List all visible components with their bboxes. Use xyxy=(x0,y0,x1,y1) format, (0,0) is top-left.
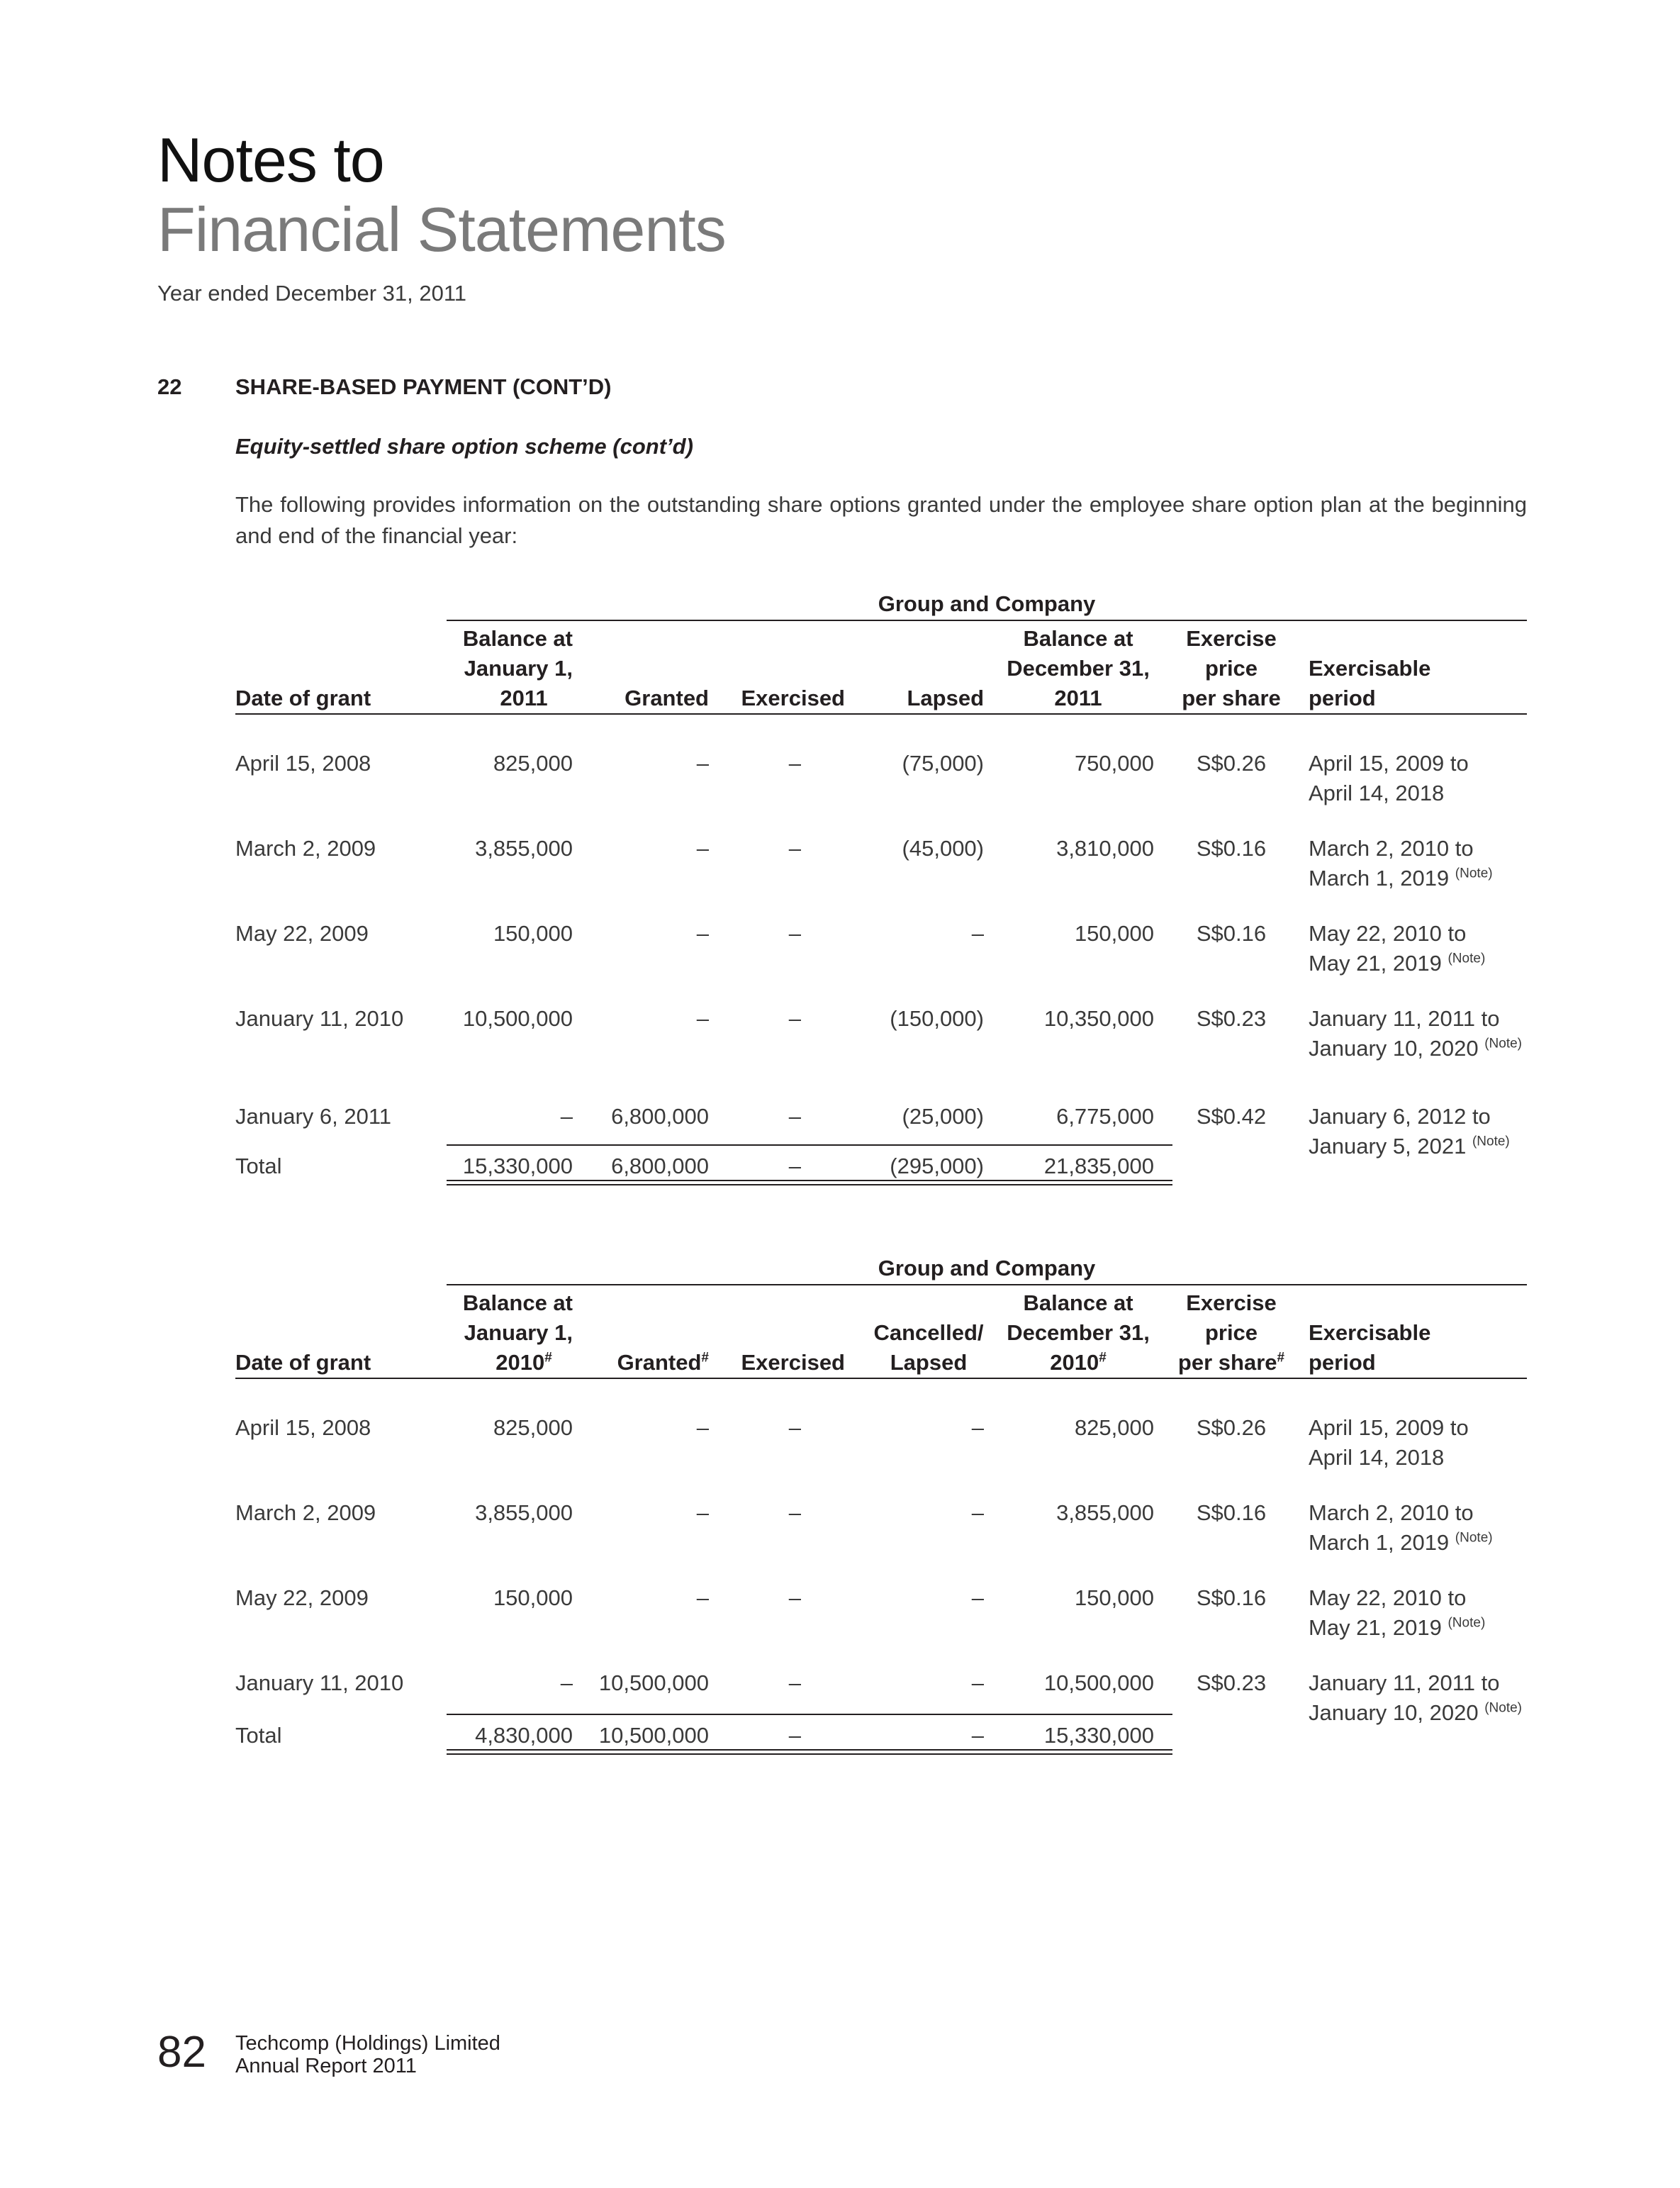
cell-balance-end: 10,350,000 xyxy=(1043,1006,1154,1031)
cell-total-label: Total xyxy=(235,1723,282,1748)
cell-exercisable-period: May 22, 2010 to May 21, 2019 $^{(Note)}$ xyxy=(1309,1585,1486,1640)
cell-lapsed: (45,000) xyxy=(902,836,984,861)
cell-total-lapsed: – xyxy=(971,1723,984,1748)
header-cancelled-lapsed: Cancelled/ Lapsed xyxy=(873,1320,984,1375)
cell-exercised: – xyxy=(788,836,801,861)
page-title-line2: Financial Statements xyxy=(157,194,726,264)
cell-lapsed: – xyxy=(971,1500,984,1525)
cell-granted: – xyxy=(696,1006,709,1031)
cell-date: April 15, 2008 xyxy=(235,751,371,776)
cell-exercisable-period: April 15, 2009 to April 14, 2018 xyxy=(1309,1415,1469,1470)
cell-granted: – xyxy=(696,921,709,946)
cell-exercisable-period: January 11, 2011 to January 10, 2020 $^{(Note)}$ xyxy=(1309,1670,1522,1725)
header-exercise-price: Exercise price per share# xyxy=(1177,1290,1285,1375)
note-marker: (Note) xyxy=(1484,1700,1522,1716)
total-double-rule xyxy=(447,1180,1172,1185)
header-balance-end: Balance at December 31, 2011 xyxy=(1007,626,1150,710)
cell-exercised: – xyxy=(788,921,801,946)
cell-exercise-price: S$0.26 xyxy=(1196,1415,1267,1440)
cell-lapsed: – xyxy=(971,921,984,946)
header-balance-end: Balance at December 31, 2010# xyxy=(1007,1290,1150,1375)
cell-exercise-price: S$0.16 xyxy=(1196,836,1267,861)
header-balance-start: Balance at January 1, 2011 xyxy=(462,626,573,710)
cell-exercise-price: S$0.23 xyxy=(1196,1006,1267,1031)
cell-total-exercised: – xyxy=(788,1154,801,1178)
cell-balance-end: 10,500,000 xyxy=(1043,1670,1154,1695)
cell-date: March 2, 2009 xyxy=(235,836,376,861)
cell-balance-start: 825,000 xyxy=(493,751,573,776)
cell-balance-start: 150,000 xyxy=(493,921,573,946)
cell-balance-start: 150,000 xyxy=(493,1585,573,1610)
cell-lapsed: – xyxy=(971,1670,984,1695)
cell-granted: – xyxy=(696,1415,709,1440)
cell-balance-end: 825,000 xyxy=(1074,1415,1154,1440)
note-marker: (Note) xyxy=(1455,1530,1493,1546)
cell-balance-start: – xyxy=(560,1104,573,1129)
cell-date: March 2, 2009 xyxy=(235,1500,376,1525)
total-rule-top xyxy=(447,1144,1172,1146)
note-marker: (Note) xyxy=(1455,866,1493,881)
share-option-table-2011 xyxy=(235,591,1527,1215)
cell-exercised: – xyxy=(788,751,801,776)
cell-total-granted: 10,500,000 xyxy=(598,1723,709,1748)
cell-balance-end: 3,810,000 xyxy=(1056,836,1154,861)
header-rule xyxy=(235,1378,1527,1379)
cell-total-exercised: – xyxy=(788,1723,801,1748)
note-marker: (Note) xyxy=(1472,1134,1510,1149)
cell-exercisable-period: January 6, 2012 to January 5, 2021 $^{(Note)}$ xyxy=(1309,1104,1510,1159)
total-double-rule xyxy=(447,1749,1172,1755)
header-granted: Granted xyxy=(625,686,709,710)
page-number: 82 xyxy=(157,2028,206,2077)
total-rule-top xyxy=(447,1714,1172,1715)
section-title: SHARE-BASED PAYMENT (CONT’D) xyxy=(235,374,612,399)
cell-granted: – xyxy=(696,1585,709,1610)
cell-balance-end: 150,000 xyxy=(1074,921,1154,946)
cell-exercised: – xyxy=(788,1500,801,1525)
cell-balance-end: 3,855,000 xyxy=(1056,1500,1154,1525)
cell-lapsed: (75,000) xyxy=(902,751,984,776)
header-date-of-grant: Date of grant xyxy=(235,686,371,710)
cell-lapsed: (150,000) xyxy=(890,1006,984,1031)
cell-granted: 10,500,000 xyxy=(598,1670,709,1695)
cell-granted: – xyxy=(696,751,709,776)
note-marker: (Note) xyxy=(1447,1615,1486,1631)
cell-exercised: – xyxy=(788,1006,801,1031)
cell-balance-start: 3,855,000 xyxy=(475,836,573,861)
cell-total-balance-end: 21,835,000 xyxy=(1043,1154,1154,1178)
cell-exercise-price: S$0.16 xyxy=(1196,921,1267,946)
header-exercised: Exercised xyxy=(741,1350,845,1375)
cell-exercisable-period: January 11, 2011 to January 10, 2020 $^{(Note)}$ xyxy=(1309,1006,1522,1061)
cell-total-balance-end: 15,330,000 xyxy=(1043,1723,1154,1748)
cell-balance-end: 150,000 xyxy=(1074,1585,1154,1610)
cell-lapsed: (25,000) xyxy=(902,1104,984,1129)
cell-date: January 11, 2010 xyxy=(235,1006,404,1031)
cell-date: May 22, 2009 xyxy=(235,921,369,946)
table-group-label: Group and Company xyxy=(447,1256,1527,1285)
header-exercisable-period: Exercisable period xyxy=(1309,656,1431,710)
share-option-table-2010 xyxy=(235,1256,1527,1766)
cell-total-label: Total xyxy=(235,1154,282,1178)
section-paragraph: The following provides information on the outstanding share options granted under the employee share option plan at the beginning and end of the financial year: xyxy=(235,492,1527,548)
cell-exercised: – xyxy=(788,1415,801,1440)
cell-exercise-price: S$0.16 xyxy=(1196,1500,1267,1525)
cell-exercisable-period: May 22, 2010 to May 21, 2019 $^{(Note)}$ xyxy=(1309,921,1486,976)
cell-date: January 6, 2011 xyxy=(235,1104,392,1129)
cell-granted: 6,800,000 xyxy=(611,1104,709,1129)
header-exercisable-period: Exercisable period xyxy=(1309,1320,1431,1375)
cell-total-granted: 6,800,000 xyxy=(611,1154,709,1178)
cell-total-balance-start: 15,330,000 xyxy=(462,1154,573,1178)
cell-granted: – xyxy=(696,836,709,861)
header-balance-start: Balance at January 1, 2010# xyxy=(462,1290,573,1375)
footer-report: Annual Report 2011 xyxy=(235,2055,417,2077)
table-group-label: Group and Company xyxy=(447,591,1527,621)
cell-exercise-price: S$0.23 xyxy=(1196,1670,1267,1695)
cell-exercised: – xyxy=(788,1104,801,1129)
cell-exercise-price: S$0.26 xyxy=(1196,751,1267,776)
header-exercise-price: Exercise price per share xyxy=(1182,626,1281,710)
note-marker: (Note) xyxy=(1484,1036,1522,1051)
cell-lapsed: – xyxy=(971,1585,984,1610)
cell-balance-start: – xyxy=(560,1670,573,1695)
cell-date: January 11, 2010 xyxy=(235,1670,404,1695)
cell-balance-start: 825,000 xyxy=(493,1415,573,1440)
cell-balance-end: 6,775,000 xyxy=(1056,1104,1154,1129)
note-marker: (Note) xyxy=(1447,951,1486,966)
cell-exercise-price: S$0.16 xyxy=(1196,1585,1267,1610)
page-title-line1: Notes to xyxy=(157,125,384,195)
cell-exercised: – xyxy=(788,1585,801,1610)
cell-exercisable-period: March 2, 2010 to March 1, 2019 $^{(Note)}$ xyxy=(1309,1500,1493,1555)
cell-exercisable-period: April 15, 2009 to April 14, 2018 xyxy=(1309,751,1469,805)
cell-balance-end: 750,000 xyxy=(1074,751,1154,776)
cell-balance-start: 10,500,000 xyxy=(462,1006,573,1031)
cell-granted: – xyxy=(696,1500,709,1525)
header-exercised: Exercised xyxy=(741,686,845,710)
cell-date: April 15, 2008 xyxy=(235,1415,371,1440)
header-date-of-grant: Date of grant xyxy=(235,1350,371,1375)
footer-company: Techcomp (Holdings) Limited xyxy=(235,2032,500,2055)
header-rule xyxy=(235,713,1527,715)
cell-exercise-price: S$0.42 xyxy=(1196,1104,1267,1129)
cell-exercisable-period: March 2, 2010 to March 1, 2019 $^{(Note)}$ xyxy=(1309,836,1493,891)
cell-balance-start: 3,855,000 xyxy=(475,1500,573,1525)
cell-date: May 22, 2009 xyxy=(235,1585,369,1610)
cell-exercised: – xyxy=(788,1670,801,1695)
cell-total-balance-start: 4,830,000 xyxy=(475,1723,573,1748)
cell-total-lapsed: (295,000) xyxy=(890,1154,984,1178)
cell-lapsed: – xyxy=(971,1415,984,1440)
section-subheading: Equity-settled share option scheme (cont’d) xyxy=(235,434,693,459)
page-subtitle: Year ended December 31, 2011 xyxy=(157,281,467,306)
header-granted: Granted# xyxy=(617,1350,709,1375)
header-lapsed: Lapsed xyxy=(907,686,984,710)
section-number: 22 xyxy=(157,374,182,399)
